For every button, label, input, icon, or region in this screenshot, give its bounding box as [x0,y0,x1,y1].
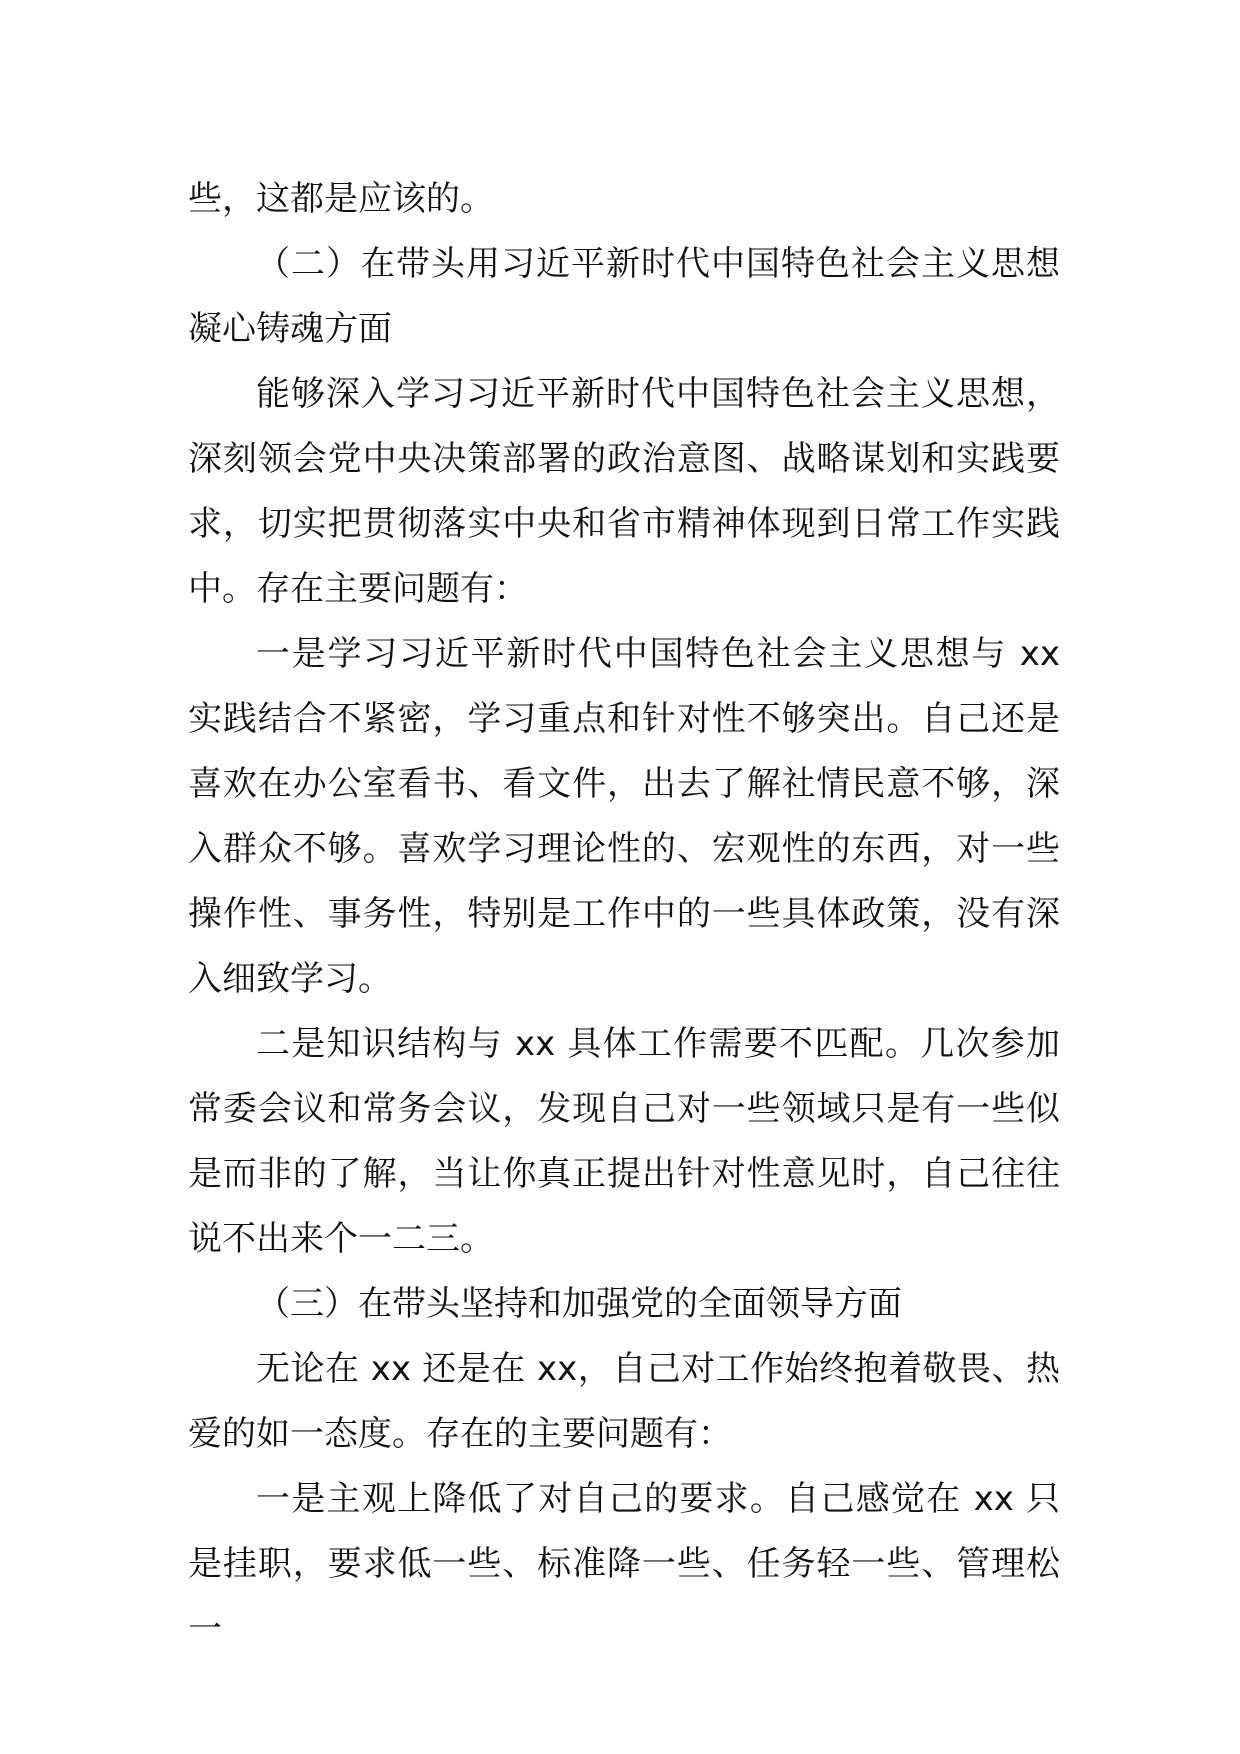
paragraph: 一是学习习近平新时代中国特色社会主义思想与 xx 实践结合不紧密，学习重点和针对性不够突出。自己还是喜欢在办公室看书、看文件，出去了解社情民意不够，深入群众不够。喜欢学习理论性的、宏观性的东西，对一些操作性、事务性，特别是工作中的一些具体政策，没有深入细致学习。 [188,634,1060,999]
section-heading-2: （二）在带头用习近平新时代中国特色社会主义思想凝心铸魂方面 [188,244,1060,349]
paragraph-continuation: 些，这都是应该的。 [188,179,494,219]
section-heading-3: （三）在带头坚持和加强党的全面领导方面 [256,1284,902,1324]
paragraph: 一是主观上降低了对自己的要求。自己感觉在 xx 只是挂职，要求低一些、标准降一些、任务轻一些、管理松一 [188,1479,1060,1649]
paragraph: 无论在 xx 还是在 xx，自己对工作始终抱着敬畏、热爱的如一态度。存在的主要问题有： [188,1349,1060,1454]
paragraph: 二是知识结构与 xx 具体工作需要不匹配。几次参加常委会议和常务会议，发现自己对一些领域只是有一些似是而非的了解，当让你真正提出针对性意见时，自己往往说不出来个一二三。 [188,1024,1060,1259]
paragraph: 能够深入学习习近平新时代中国特色社会主义思想，深刻领会党中央决策部署的政治意图、战略谋划和实践要求，切实把贯彻落实中央和省市精神体现到日常工作实践中。存在主要问题有： [188,374,1060,609]
document-body [188,167,1060,1662]
